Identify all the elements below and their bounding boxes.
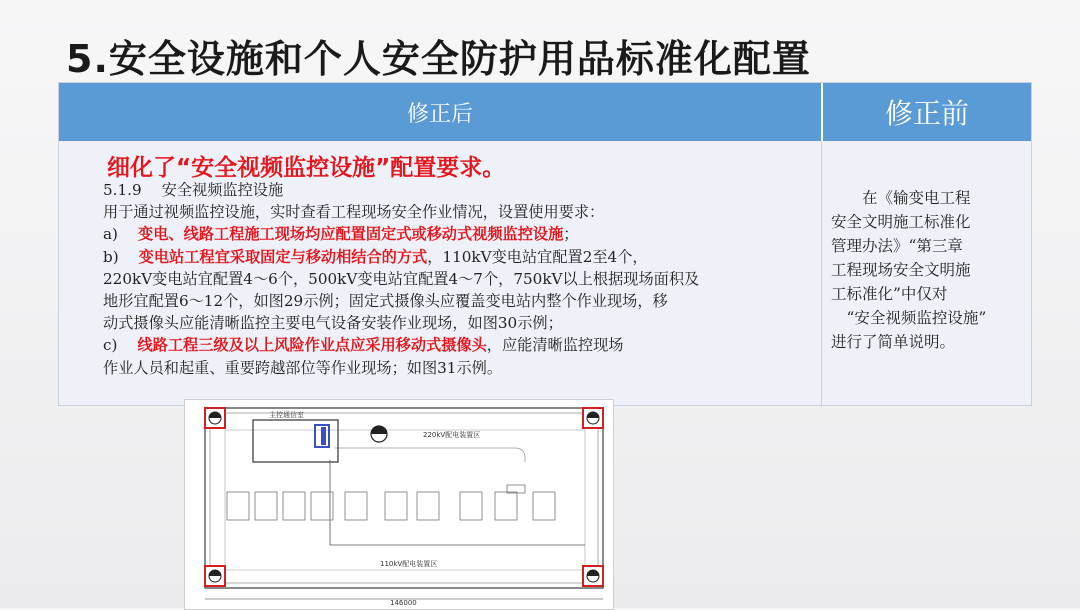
zone-110-label: 110kV配电装置区: [380, 560, 438, 568]
line-text: 动式摄像头应能清晰监控主要电气设备安装作业现场，如图30示例；: [103, 314, 563, 333]
original-line: 工程现场安全文明施: [831, 261, 971, 279]
line-text: c): [103, 336, 138, 355]
revised-body-text: [103, 179, 805, 379]
original-line: 安全文明施工标准化: [831, 213, 971, 231]
line-text: 地形宜配置6～12个，如图29示例；固定式摄像头应覆盖变电站内整个作业现场，移: [103, 292, 668, 311]
revised-line: [103, 201, 805, 223]
header-revised: 修正后: [59, 83, 823, 141]
line-text: b): [103, 247, 139, 266]
emphasis-text: 线路工程三级及以上风险作业点应采用移动式摄像头: [137, 336, 487, 355]
line-text: ；: [563, 225, 579, 244]
line-text: ，应能清晰监控现场: [486, 336, 624, 355]
page-title: 5.安全设施和个人安全防护用品标准化配置: [66, 37, 811, 81]
header-original: 修正前: [823, 83, 1031, 141]
revised-line: [103, 223, 805, 245]
revised-line: [103, 290, 805, 312]
line-text: 用于通过视频监控设施，实时查看工程现场安全作业情况，设置使用要求：: [103, 203, 605, 222]
original-line: “安全视频监控设施”: [831, 309, 987, 327]
line-text: 5.1.9 安全视频监控设施: [103, 181, 284, 199]
layout-drawing: [185, 400, 613, 609]
line-text: 作业人员和起重、重要跨越部位等作业现场；如图31示例。: [103, 358, 503, 377]
zone-220-label: 220kV配电装置区: [423, 431, 481, 439]
revised-line: [103, 179, 805, 201]
revised-cell: [59, 141, 822, 405]
original-line: 工标准化”中仅对: [831, 285, 948, 303]
original-line: 在《输变电工程: [831, 189, 971, 207]
original-cell: [823, 141, 1031, 405]
comparison-table: [58, 82, 1032, 406]
dimension-label: 146000: [390, 599, 417, 607]
line-text: ，110kV变电站宜配置2至4个，: [427, 247, 648, 266]
emphasis-text: 变电、线路工程施工现场均应配置固定式或移动式视频监控设施: [138, 225, 564, 244]
control-room-label: 主控通信室: [269, 411, 304, 419]
line-text: 220kV变电站宜配置4～6个，500kV变电站宜配置4～7个，750kV以上根据现场面积及: [103, 269, 700, 288]
original-line: 管理办法》“第三章: [831, 237, 963, 255]
original-line: 进行了简单说明。: [831, 333, 956, 351]
revision-highlight: 细化了“安全视频监控设施”配置要求。: [107, 155, 506, 181]
revised-line: [103, 357, 805, 379]
revised-line: [103, 268, 805, 290]
revised-line: [103, 334, 805, 356]
emphasis-text: 变电站工程宜采取固定与移动相结合的方式: [138, 247, 428, 266]
line-text: a): [103, 225, 138, 244]
substation-layout-diagram: [184, 399, 614, 610]
revised-line: [103, 312, 805, 334]
revised-line: [103, 246, 805, 268]
original-body-text: [831, 186, 1021, 354]
